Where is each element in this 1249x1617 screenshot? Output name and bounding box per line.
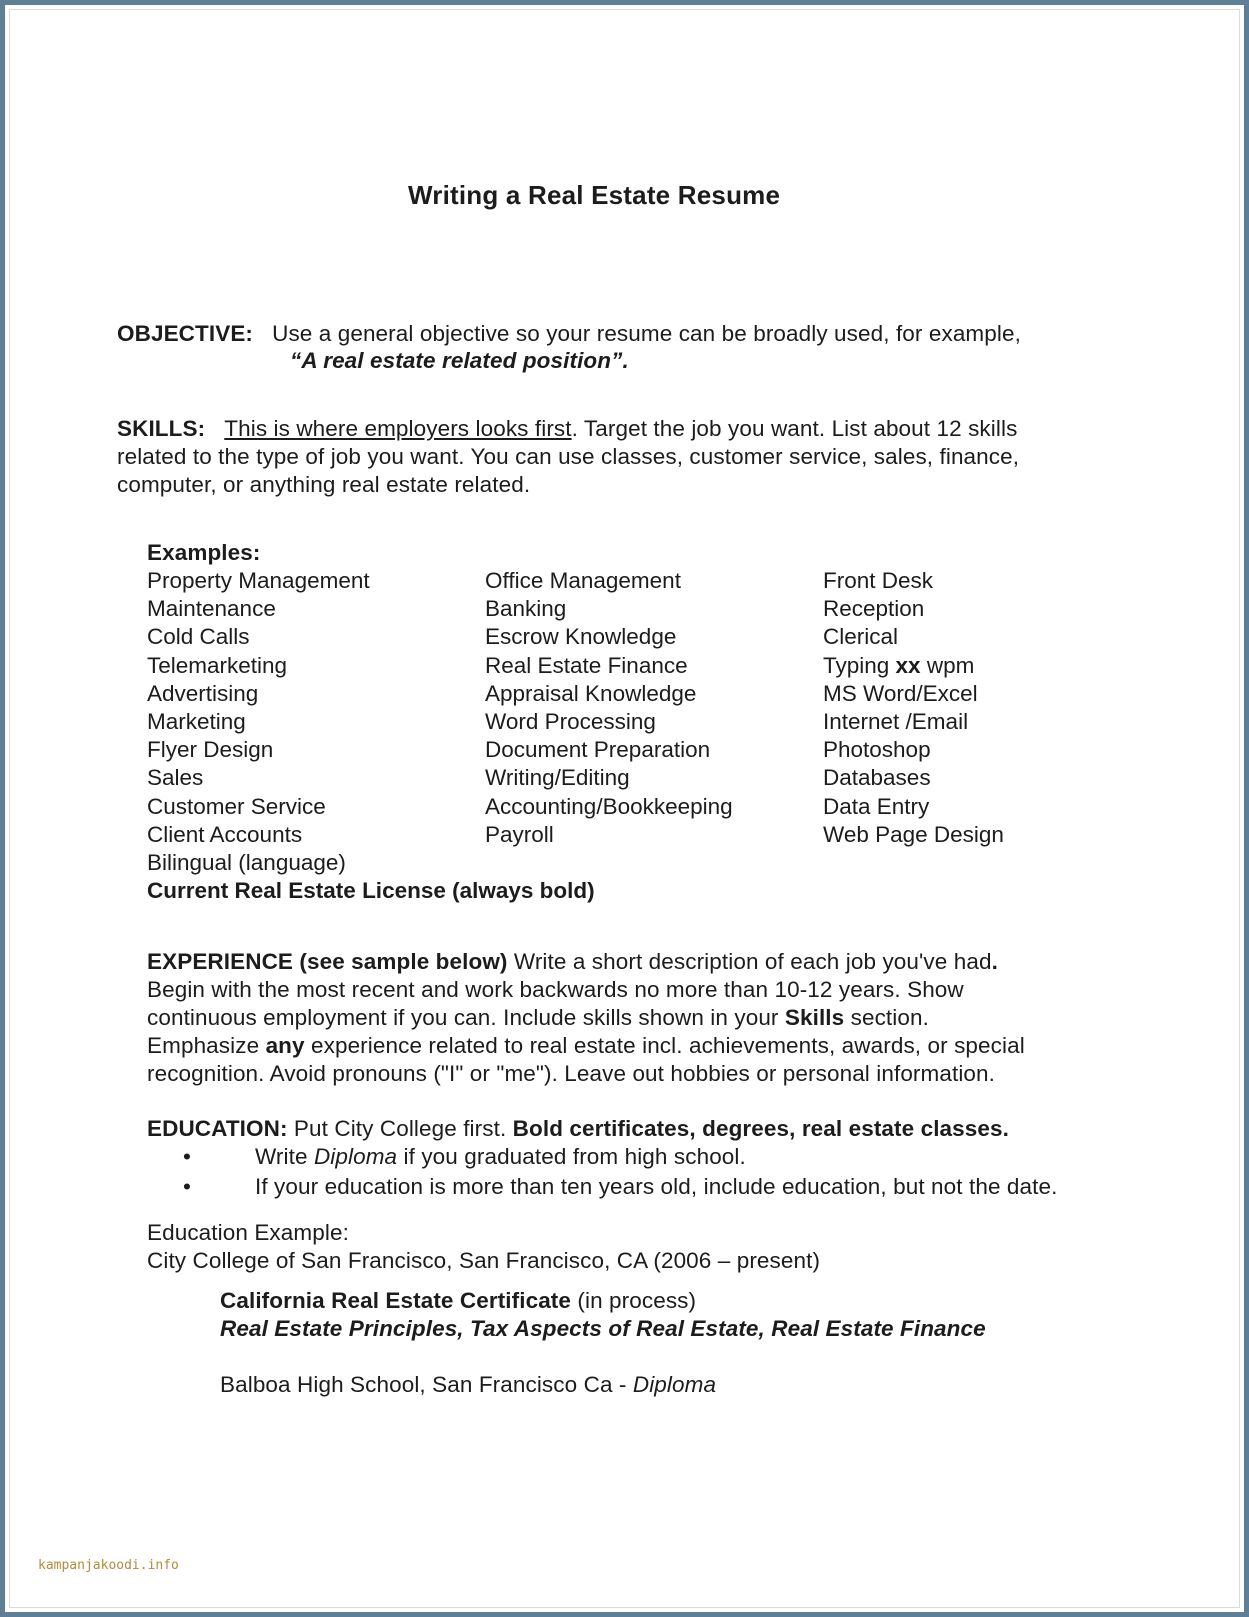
experience-l1-dot: . [991,949,998,974]
skill-item: Clerical [823,624,899,650]
skills-line1-rest: . Target the job you want. List about 12 skills [571,416,1018,441]
skill-item: Office Management [485,568,681,593]
objective-label: OBJECTIVE: [117,321,254,346]
skill-item: Data Entry [823,793,930,819]
education-text: Put City College first. [287,1116,513,1141]
skill-item: Banking [485,596,567,622]
skill-item: Cold Calls [147,624,250,650]
education-line [147,1115,1009,1143]
education-bold: Bold certificates, degrees, real estate classes. [512,1116,1009,1141]
certificate-rest: (in process) [571,1288,697,1313]
experience-line-5: recognition. Avoid pronouns ("I" or "me"). Leave out hobbies or personal information. [147,1061,996,1086]
education-bullet-1 [183,1143,746,1171]
skill-item: Payroll [485,821,554,847]
skills-line-1 [117,415,1017,443]
experience-line-1 [147,948,998,976]
education-label: EDUCATION: [147,1116,288,1141]
experience-line-4 [147,1032,1025,1060]
experience-l1: Write a short description of each job you've had [507,949,992,974]
skill-item: Word Processing [485,709,656,735]
experience-l4-bold: any [265,1033,305,1058]
highschool-italic: Diploma [632,1372,717,1397]
skill-item: Bilingual (language) [147,850,346,876]
skill-item: Property Management [147,568,370,593]
education-bullet-2 [183,1173,1057,1201]
bullet1-pre: Write [255,1144,314,1169]
skill-item: MS Word/Excel [823,680,978,706]
skill-item: Client Accounts [147,821,303,847]
bullet1-italic: Diploma [313,1144,398,1169]
education-classes: Real Estate Principles, Tax Aspects of Real Estate, Real Estate Finance [220,1316,986,1341]
highschool-pre: Balboa High School, San Francisco Ca - [220,1372,633,1397]
skill-item: Advertising [147,680,259,706]
experience-line-3 [147,1004,929,1032]
experience-l4-pre: Emphasize [147,1033,266,1058]
skills-line-2: related to the type of job you want. You can use classes, customer service, sales, finance, [117,444,1020,469]
education-example-heading: Education Example: [147,1220,349,1245]
typing-post: wpm [920,652,975,678]
skill-item: Writing/Editing [485,765,630,791]
typing-pre: Typing [823,652,896,678]
skill-item: Appraisal Knowledge [485,680,697,706]
license-line: Current Real Estate License (always bold) [147,878,595,904]
skill-item: Real Estate Finance [485,652,688,678]
skill-item: Accounting/Bookkeeping [485,793,733,819]
skill-item: Maintenance [147,596,276,622]
page-title: Writing a Real Estate Resume [408,180,781,210]
skills-column-2 [485,567,733,849]
typing-bold: xx [895,652,921,678]
skills-label: SKILLS: [117,416,206,441]
certificate-bold: California Real Estate Certificate [220,1288,572,1313]
bullet-icon: • [183,1174,191,1199]
skill-item: Internet /Email [823,709,969,735]
skill-item: Front Desk [823,568,934,593]
objective-line [117,320,1021,348]
experience-l4-post: experience related to real estate incl. achievements, awards, or special [304,1033,1025,1058]
watermark: kampanjakoodi.info [38,1558,179,1573]
skill-item: Photoshop [823,737,931,763]
bullet-icon: • [183,1144,191,1169]
objective-example: “A real estate related position”. [290,348,629,373]
examples-heading: Examples: [147,540,261,565]
skills-column-3 [823,567,1004,849]
experience-l3-post: section. [844,1005,929,1030]
experience-line-2: Begin with the most recent and work backwards no more than 10-12 years. Show [147,977,964,1002]
skills-underlined: This is where employers looks first [224,416,572,441]
skill-item: Marketing [147,709,246,735]
education-highschool [220,1371,716,1399]
skill-item: Document Preparation [485,737,711,763]
bullet1-post: if you graduated from high school. [397,1144,746,1169]
skill-item: Reception [823,596,925,622]
skill-item: Web Page Design [823,821,1004,847]
skills-line-3: computer, or anything real estate related. [117,472,531,497]
experience-l3-pre: continuous employment if you can. Include skills shown in your [147,1005,785,1030]
experience-l3-bold: Skills [784,1005,845,1030]
education-certificate [220,1287,696,1315]
skill-item: Escrow Knowledge [485,624,677,650]
skill-item: Telemarketing [147,652,288,678]
education-college: City College of San Francisco, San Francisco, CA (2006 – present) [147,1248,821,1273]
experience-label: EXPERIENCE (see sample below) [147,949,508,974]
skill-item-typing [823,652,1004,680]
skill-item: Databases [823,765,931,791]
bullet2-text: If your education is more than ten years old, include education, but not the date. [255,1174,1058,1199]
skill-item: Customer Service [147,793,326,819]
skill-item: Sales [147,765,204,791]
skill-item: Flyer Design [147,737,274,763]
objective-text: Use a general objective so your resume can be broadly used, for example, [272,321,1021,346]
